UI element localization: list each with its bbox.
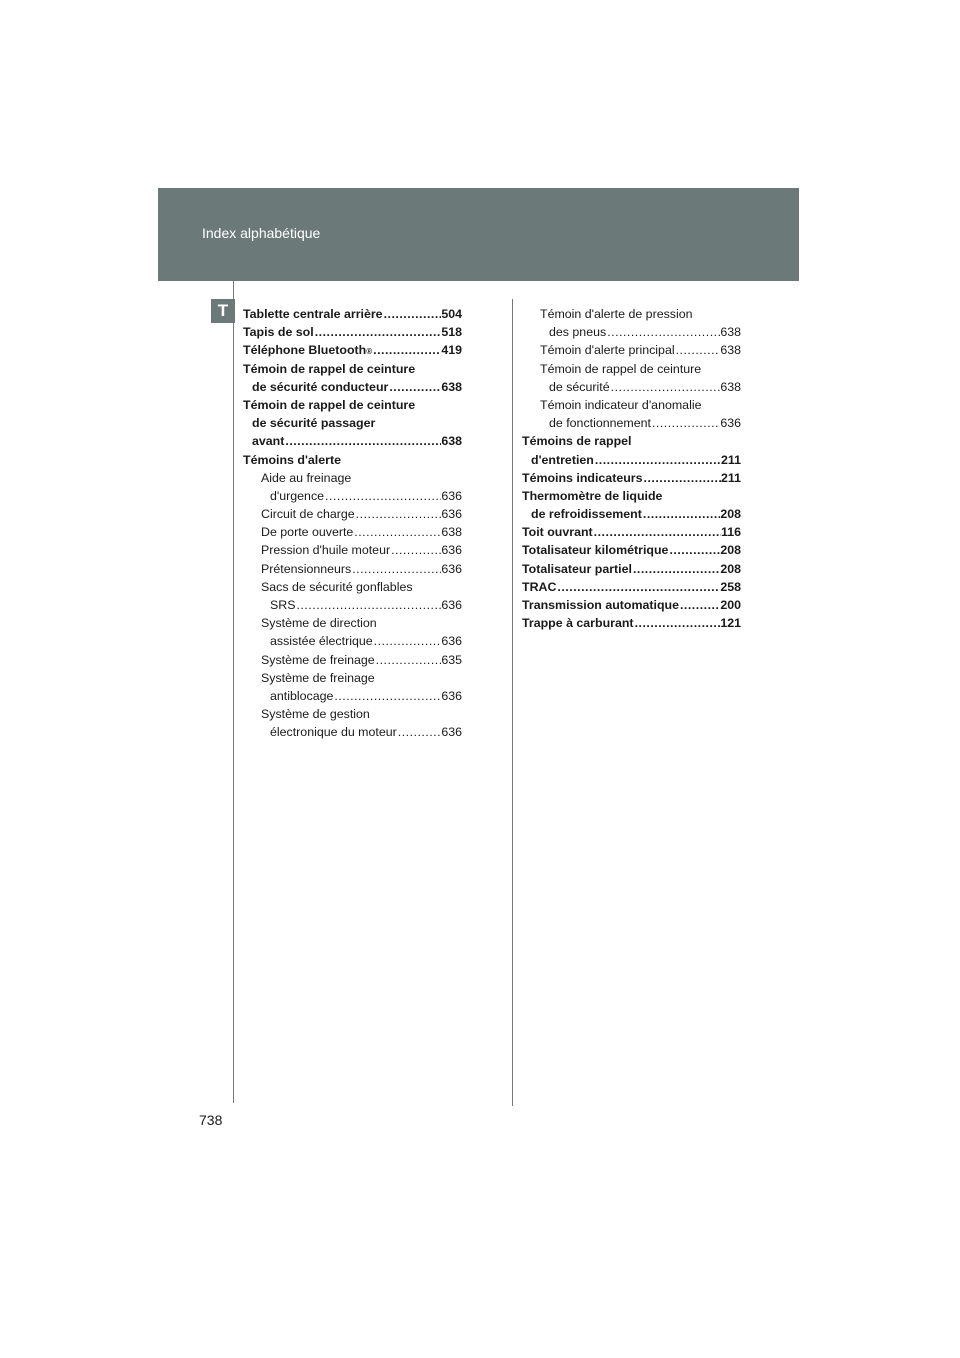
index-entry bbox=[522, 560, 741, 578]
index-entry-text: De porte ouverte bbox=[261, 525, 354, 540]
index-entry-page: 636 bbox=[441, 725, 462, 740]
index-entry-page: 636 bbox=[441, 561, 462, 576]
dot-leader bbox=[284, 432, 441, 450]
index-entry bbox=[522, 578, 741, 596]
index-entry-page: 636 bbox=[441, 598, 462, 612]
index-entry-text: antiblocage bbox=[270, 688, 334, 703]
header-title: Index alphabétique bbox=[202, 225, 321, 241]
index-entry-page: 636 bbox=[441, 543, 462, 558]
index-entry bbox=[522, 360, 741, 378]
index-entry bbox=[522, 341, 741, 359]
index-entry bbox=[243, 487, 462, 505]
index-entry bbox=[522, 414, 741, 432]
index-entry-text: Circuit de charge bbox=[261, 507, 355, 522]
index-entry-text: Sacs de sécurité gonflables bbox=[261, 579, 413, 594]
index-entry bbox=[243, 451, 462, 469]
index-entry-page: 636 bbox=[720, 416, 741, 431]
index-entry bbox=[243, 396, 462, 414]
index-entry-page: 636 bbox=[441, 634, 462, 649]
index-entry-page: 208 bbox=[720, 543, 741, 558]
index-entry-page: 638 bbox=[720, 325, 741, 340]
index-entry bbox=[243, 469, 462, 487]
index-entry-text: de fonctionnement bbox=[549, 416, 651, 431]
index-entry bbox=[522, 323, 741, 341]
index-entry-text: Prétensionneurs bbox=[261, 561, 352, 576]
index-entry bbox=[522, 469, 741, 487]
index-entry bbox=[243, 414, 462, 432]
index-entry-page: 638 bbox=[720, 343, 741, 358]
index-entry-text: Système de gestion bbox=[261, 707, 370, 722]
page-number: 738 bbox=[199, 1112, 223, 1128]
dot-leader bbox=[556, 578, 720, 596]
index-entry bbox=[243, 632, 462, 650]
dot-leader bbox=[355, 505, 442, 523]
column-divider-rule bbox=[512, 299, 513, 1106]
dot-leader bbox=[632, 560, 720, 578]
dot-leader bbox=[295, 596, 441, 614]
index-entry-text: avant bbox=[252, 434, 285, 449]
index-entry-text: de sécurité passager bbox=[252, 416, 376, 431]
index-entry bbox=[522, 487, 741, 505]
index-entry-text: de sécurité bbox=[549, 379, 610, 394]
index-entry bbox=[243, 305, 462, 323]
index-entry bbox=[243, 432, 462, 450]
index-entry bbox=[243, 596, 462, 614]
index-column-left bbox=[243, 305, 462, 742]
index-entry-text: Témoin de rappel de ceinture bbox=[243, 361, 416, 376]
index-entry: Téléphone Bluetooth ® ..... 419 bbox=[243, 341, 462, 359]
dot-leader bbox=[651, 414, 720, 432]
dot-leader bbox=[314, 323, 442, 341]
index-entry-page: 121 bbox=[720, 616, 741, 631]
dot-leader bbox=[594, 451, 721, 469]
page-header bbox=[158, 188, 799, 281]
index-entry-text: Témoin indicateur d'anomalie bbox=[540, 397, 702, 412]
index-entry-text: Aide au freinage bbox=[261, 470, 352, 485]
index-entry-page: 211 bbox=[721, 452, 741, 467]
dot-leader bbox=[679, 596, 720, 614]
index-entry-page: 638 bbox=[441, 379, 462, 394]
dot-leader bbox=[373, 632, 442, 650]
index-entry bbox=[243, 578, 462, 596]
dot-leader bbox=[606, 323, 720, 341]
index-entry bbox=[243, 360, 462, 378]
dot-leader bbox=[324, 487, 441, 505]
index-entry bbox=[243, 669, 462, 687]
index-entry-text: de sécurité conducteur bbox=[252, 379, 389, 394]
index-entry bbox=[522, 614, 741, 632]
dot-leader bbox=[353, 523, 441, 541]
index-entry-text: des pneus bbox=[549, 325, 607, 340]
dot-leader bbox=[383, 305, 442, 323]
index-entry-page: 504 bbox=[441, 307, 462, 321]
index-entry-text: Transmission automatique bbox=[522, 598, 679, 612]
index-entry bbox=[522, 432, 741, 450]
index-entry-text: Thermomètre de liquide bbox=[522, 488, 663, 503]
index-entry-text: Système de freinage bbox=[261, 670, 375, 685]
index-entry-text: Toit ouvrant bbox=[522, 525, 593, 540]
index-entry bbox=[243, 323, 462, 341]
index-entry-page: 208 bbox=[720, 507, 741, 522]
index-entry bbox=[243, 723, 462, 741]
index-entry-page: 258 bbox=[720, 579, 741, 594]
index-entry-text: Totalisateur kilométrique bbox=[522, 543, 669, 558]
index-entry bbox=[243, 560, 462, 578]
index-column-right bbox=[522, 305, 741, 632]
index-entry-text: de refroidissement bbox=[531, 507, 642, 522]
index-entry bbox=[522, 378, 741, 396]
dot-leader bbox=[333, 687, 441, 705]
index-entry-text: d'entretien bbox=[531, 452, 594, 467]
index-entry-text: d'urgence bbox=[270, 488, 325, 503]
dot-leader bbox=[390, 541, 441, 559]
index-entry bbox=[522, 541, 741, 559]
dot-leader bbox=[351, 560, 441, 578]
index-entry bbox=[243, 687, 462, 705]
dot-leader bbox=[668, 541, 720, 559]
index-entry-text: Témoin d'alerte de pression bbox=[540, 307, 693, 321]
index-entry bbox=[522, 305, 741, 323]
index-entry-text: Système de direction bbox=[261, 616, 377, 631]
index-entry-page: 636 bbox=[441, 488, 462, 503]
index-entry-text: Témoin de rappel de ceinture bbox=[540, 361, 702, 376]
section-letter-tab: T bbox=[211, 299, 235, 323]
index-entry-page: 200 bbox=[720, 598, 741, 612]
index-entry bbox=[243, 651, 462, 669]
index-entry-text: Totalisateur partiel bbox=[522, 561, 632, 576]
index-entry-text: électronique du moteur bbox=[270, 725, 397, 740]
left-margin-rule bbox=[233, 281, 234, 1103]
index-entry bbox=[243, 541, 462, 559]
index-entry-text: Trappe à carburant bbox=[522, 616, 634, 631]
index-entry-text: assistée électrique bbox=[270, 634, 373, 649]
index-entry-page: 638 bbox=[441, 434, 462, 449]
index-entry-page: 638 bbox=[720, 379, 741, 394]
dot-leader bbox=[610, 378, 721, 396]
index-entry-text: Témoins de rappel bbox=[522, 434, 632, 449]
dot-leader bbox=[643, 469, 722, 487]
index-entry-page: 635 bbox=[441, 652, 462, 667]
index-entry-page: 636 bbox=[441, 688, 462, 703]
index-entry-text: Système de freinage bbox=[261, 652, 375, 667]
index-entry bbox=[522, 451, 741, 469]
dot-leader bbox=[642, 505, 720, 523]
dot-leader bbox=[593, 523, 721, 541]
index-entry bbox=[243, 505, 462, 523]
dot-leader bbox=[388, 378, 441, 396]
index-entry bbox=[243, 523, 462, 541]
index-entry-page: 419 bbox=[441, 343, 462, 358]
dot-leader bbox=[675, 341, 721, 359]
index-entry bbox=[243, 378, 462, 396]
index-entry-text: Tapis de sol bbox=[243, 325, 314, 340]
index-entry bbox=[522, 523, 741, 541]
index-entry-page: 211 bbox=[721, 470, 741, 485]
index-entry-text: Témoin d'alerte principal bbox=[540, 343, 675, 358]
index-entry-text: Témoin de rappel de ceinture bbox=[243, 397, 416, 412]
dot-leader bbox=[375, 651, 442, 669]
index-entry-text: Téléphone Bluetooth bbox=[243, 343, 367, 358]
index-entry-text: Tablette centrale arrière bbox=[243, 307, 383, 321]
index-entry-page: 638 bbox=[441, 525, 462, 540]
index-entry-page: 208 bbox=[720, 561, 741, 576]
index-entry bbox=[243, 705, 462, 723]
dot-leader bbox=[372, 341, 441, 359]
index-entry-text: TRAC bbox=[522, 579, 557, 594]
index-entry-page: 518 bbox=[441, 325, 462, 340]
index-entry bbox=[522, 596, 741, 614]
index-entry-text: Témoins d'alerte bbox=[243, 452, 341, 467]
index-entry bbox=[243, 614, 462, 632]
index-entry-text: Pression d'huile moteur bbox=[261, 543, 391, 558]
index-entry-text: Témoins indicateurs bbox=[522, 470, 643, 485]
index-entry bbox=[522, 505, 741, 523]
index-entry-page: 116 bbox=[721, 525, 741, 540]
dot-leader bbox=[397, 723, 442, 741]
index-entry bbox=[522, 396, 741, 414]
index-entry-text: SRS bbox=[270, 598, 296, 612]
dot-leader bbox=[634, 614, 721, 632]
index-entry-page: 636 bbox=[441, 507, 462, 522]
